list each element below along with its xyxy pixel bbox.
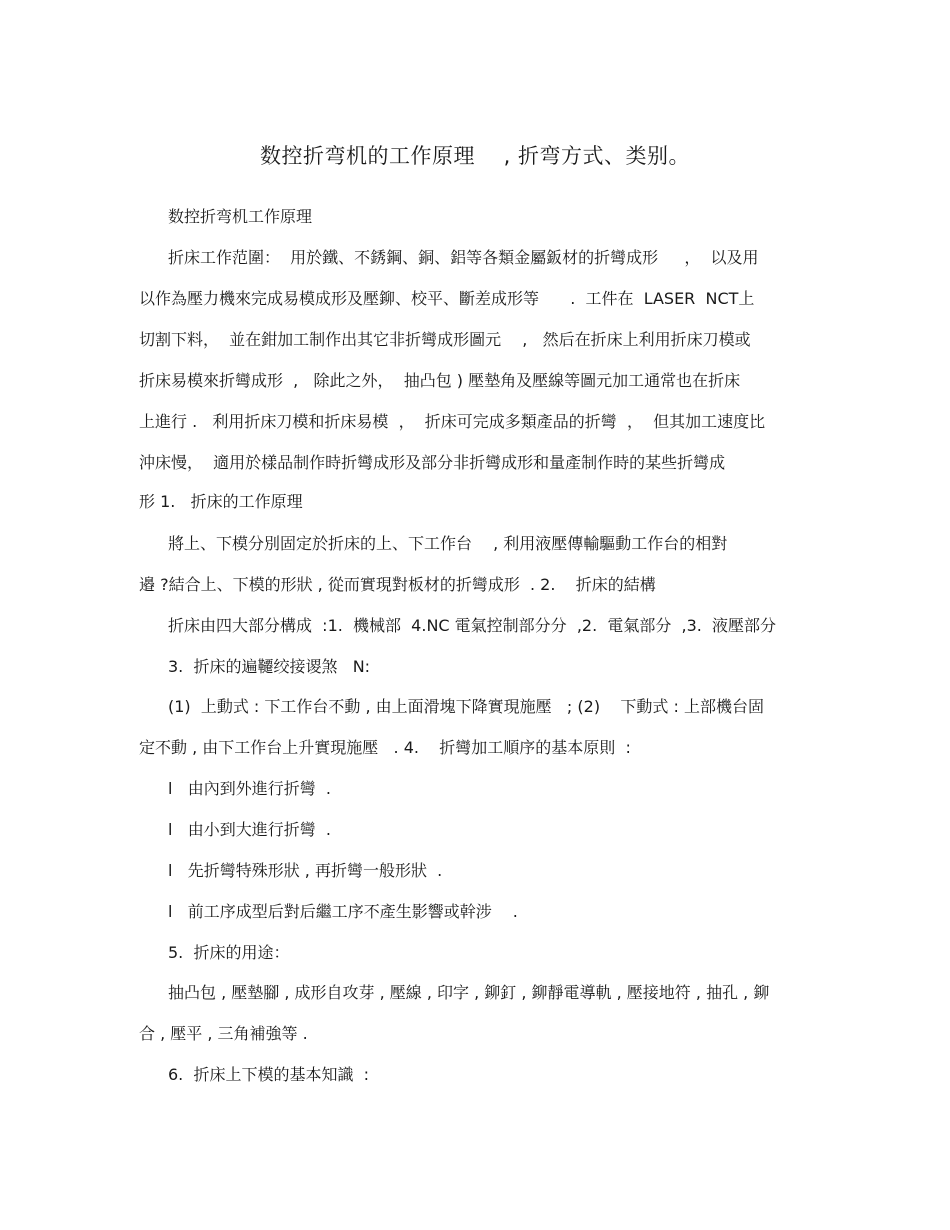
list-item: l 前工序成型后對后繼工序不產生影響或幹涉 . [168, 902, 518, 921]
paragraph-line: 切割下料， 並在鉗加工制作出其它非折彎成形圖元 , 然后在折床上利用折床刀模或 [139, 330, 751, 349]
paragraph-line: 合 , 壓平 , 三角補強等 . [139, 1024, 308, 1043]
list-item: l 由小到大進行折彎 . [168, 820, 331, 839]
paragraph-line: 折床工作范圍： 用於鐵、不銹鋼、銅、鋁等各類金屬鈑材的折彎成形 ， 以及用 [168, 248, 759, 267]
paragraph-line: 折床易模來折彎成形 , 除此之外， 抽凸包 ) 壓墊角及壓線等圖元加工通常也在折床 [139, 371, 741, 390]
paragraph-line: 邉 ?結合上、下模的形狀 , 從而實現對板材的折彎成形 . 2. 折床的結構 [139, 575, 656, 594]
paragraph-line: 形 1. 折床的工作原理 [139, 492, 303, 511]
paragraph-line: (1) 上動式 : 下工作台不動 , 由上面滑塊下降實現施壓 ; (2) 下動式 : 上部機台固 [168, 697, 764, 716]
section-heading: 6. 折床上下模的基本知識 : [168, 1065, 370, 1084]
section-heading: 5. 折床的用途： [168, 943, 290, 962]
paragraph-line: 將上、下模分別固定於折床的上、下工作台 , 利用液壓傳輸驅動工作台的相對 [168, 534, 728, 553]
section-heading: 数控折弯机工作原理 [168, 207, 313, 226]
paragraph-line: 抽凸包 , 壓墊腳 , 成形自攻芽 , 壓線 , 印字 , 鉚釘 , 鉚靜電導軌 , 壓接地符 , 抽孔 , 鉚 [168, 983, 770, 1002]
paragraph-line: 沖床慢， 適用於樣品制作時折彎成形及部分非折彎成形和量產制作時的某些折彎成 [139, 453, 726, 472]
paragraph-line: 3. 折床的遍韆绞接谡煞 N: [168, 657, 371, 676]
paragraph-line: 定不動 , 由下工作台上升實現施壓 . 4. 折彎加工順序的基本原則 : [139, 738, 631, 757]
list-item: l 先折彎特殊形狀 , 再折彎一般形狀 . [168, 861, 443, 880]
page-title: 数控折弯机的工作原理 , 折弯方式、类别。 [259, 144, 691, 168]
list-item: l 由內到外進行折彎 . [168, 779, 331, 798]
paragraph-line: 上進行 . 利用折床刀模和折床易模 ， 折床可完成多類產品的折彎 ， 但其加工速度比 [139, 412, 766, 431]
paragraph-line: 以作為壓力機來完成易模成形及壓鉚、校平、斷差成形等 . 工件在 LASER NCT上 [139, 289, 755, 308]
paragraph-line: 折床由四大部分構成 :1. 機械部 4.NC 電氣控制部分分 ,2. 電氣部分 ,3. 液壓部分 [168, 616, 777, 635]
